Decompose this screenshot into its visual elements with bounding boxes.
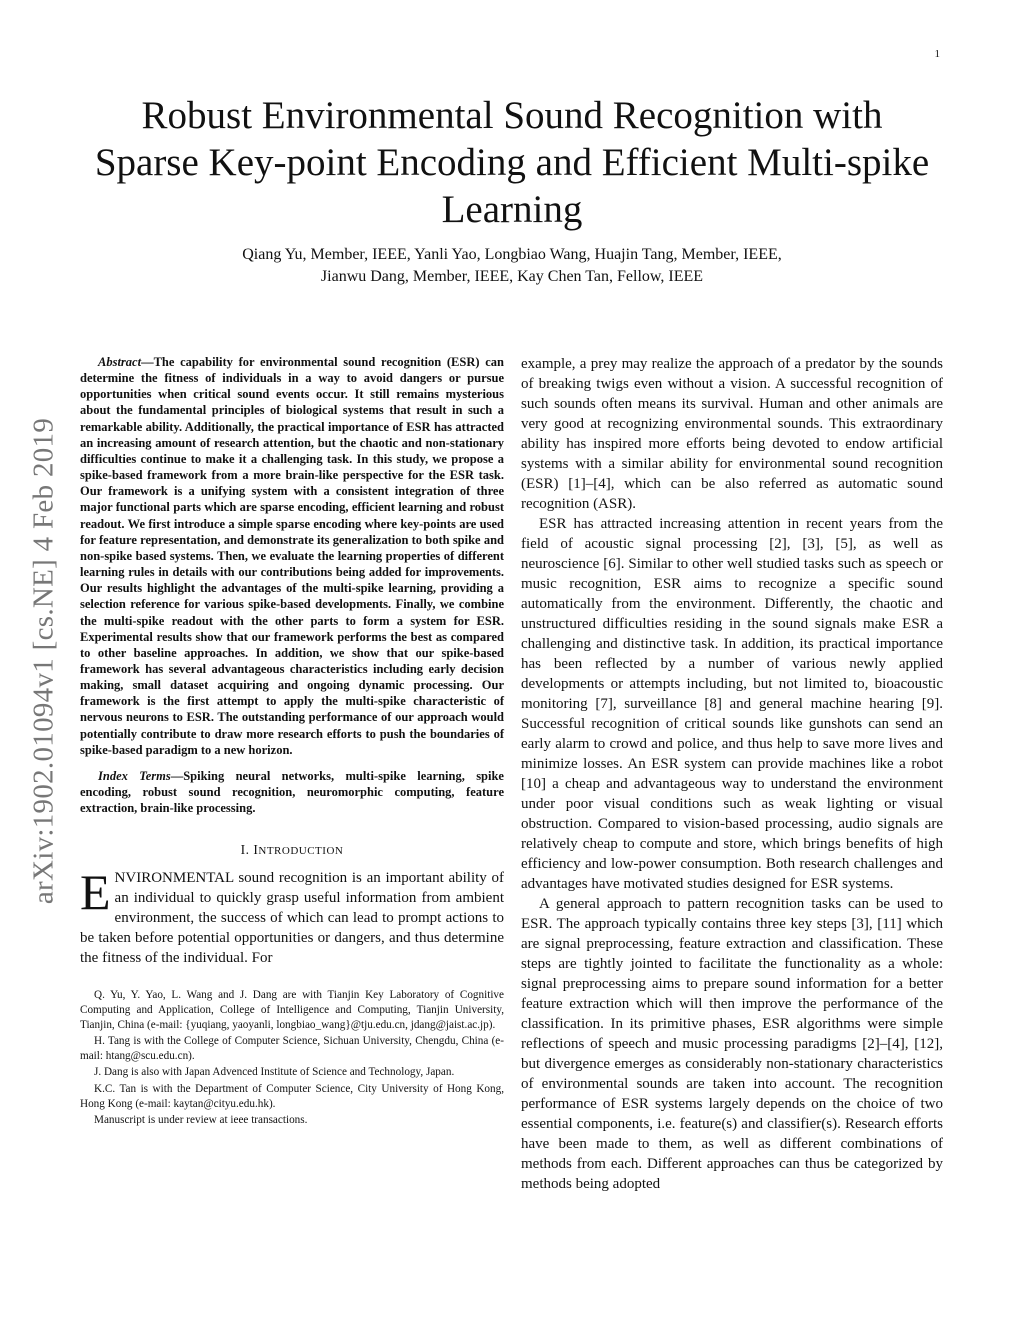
arxiv-stamp <box>24 362 64 960</box>
drop-cap: E <box>80 864 111 921</box>
authors-line-2: Jianwu Dang, Member, IEEE, Kay Chen Tan, Fellow, IEEE <box>320 268 704 285</box>
index-terms-body: —Spiking neural networks, multi-spike learning, spike encoding, robust sound recognition, neuromorphic computing, feature extraction, brain-like processing. <box>80 768 504 816</box>
section-number: I. <box>240 842 250 858</box>
footnote: Manuscript is under review at ieee transactions. <box>94 1114 308 1127</box>
abstract-body: —The capability for environmental sound recognition (ESR) can determine the fitness of individuals in a way to avoid dangers or pursue opportunities when critical sound events occur. It still remains mysterious about the fundamental principles of biological systems that result in such a remarkable ability. Additionally, the practical importance of ESR has attracted an increasing amount of research attention, but the chaotic and non-stationary difficulties continue to make it a challenging task. In this study, we propose a spike-based framework from a more brain-like perspective for the ESR task. Our framework is a unifying system with a consistent integration of three major functional parts which are sparse encoding, efficient learning and robust readout. We first introduce a simple sparse encoding where key-points are used for feature representation, and demonstrate its generalization to both spike and non-spike based systems. Then, we evaluate the learning properties of different learning rules in details with our contributions being added for improvements. Our results highlight the advantages of the multi-spike learning, providing a selection reference for various spike-based developments. Finally, we combine the multi-spike readout with the other parts to form a system for ESR. Experimental results show that our framework performs the best as compared to other baseline approaches. In addition, we show that our spike-based framework has several advantageous characteristics including early decision making, small dataset acquiring and ongoing dynamic processing. Our framework is the first attempt to apply the multi-spike characteristic of nervous neurons to ESR. The outstanding performance of our approach would potentially contribute to draw more research efforts to push the boundaries of spike-based paradigm to a new horizon. <box>80 355 504 757</box>
abstract-lead: Abstract <box>98 355 142 369</box>
intro-paragraph <box>80 864 504 968</box>
page-number: 1 <box>934 48 940 60</box>
section-rest: NTRODUCTION <box>258 845 344 858</box>
index-terms <box>80 768 504 816</box>
footnotes <box>80 988 504 1127</box>
paper-title: Robust Environmental Sound Recognition with Sparse Key-point Encoding and Efficient Multi-spike Learning <box>94 94 930 231</box>
right-column <box>521 354 943 1194</box>
body-paragraph-3: A general approach to pattern recognition tasks can be used to ESR. The approach typically contains three key steps [3], [11] which are signal preprocessing, feature extraction and classification. These steps are tightly jointed to facilitate the functionality as a whole: signal preprocessing aims to prepare sound information for a better feature extraction which will then improve the performance of the classification. In its primitive phases, ESR algorithms were simple reflections of speech and music processing paradigms [2]–[4], [12], but divergence emerges as considerably non-stationary characteristics of environmental sounds are taken into account. The recognition performance of ESR systems largely depends on the choice of two essential components, i.e. feature(s) and classifier(s). Research efforts have been made to them, as well as different combinations of methods from each. Different approaches can thus be categorized by methods being adopted <box>521 896 943 1192</box>
authors-line-1: Qiang Yu, Member, IEEE, Yanli Yao, Longbiao Wang, Huajin Tang, Member, IEEE, <box>242 246 782 263</box>
left-column <box>80 354 504 1130</box>
author-list <box>90 244 934 288</box>
footnote: J. Dang is also with Japan Advenced Institute of Science and Technology, Japan. <box>94 1066 455 1079</box>
body-paragraph-1: example, a prey may realize the approach of a predator by the sounds of breaking twigs even without a vision. A successful recognition of such sounds often means its survival. Human and other animals are very good at recognizing environmental sounds. This extraordinary ability has inspired more efforts being devoted to endow artificial systems with a similar ability for environmental sound recognition (ESR) [1]–[4], which can be also referred as automatic sound recognition (ASR). <box>521 356 943 512</box>
body-paragraph-2: ESR has attracted increasing attention in recent years from the field of acoustic signal processing [2], [3], [5], as well as neuroscience [6]. Similar to other well studied tasks such as speech or music recognition, ESR aims to recognize a specific sound automatically from the environment. Differently, the chaotic and unstructured difficulties residing in the sound signals make ESR a challenging and distinctive task. In addition, its practical importance has been reflected by a number of various newly applied developments or attempts including, but not limited to, bioacoustic monitoring [7], surveillance [8] and general machine hearing [9]. Successful recognition of critical sounds like gunshots can send an early alarm to crowd and police, and thus help to save more lives and minimize losses. An ESR system can provide machines like a robot [10] a cheap and advantageous way to understand the environment under poor visual conditions such as weak lighting or visual obstruction. Compared to vision-based processing, audio signals are relatively cheap to compute and store, which brings benefits of high efficiency and low-power consumption. Both research challenges and advantages have motivated studies designed for ESR systems. <box>521 516 943 892</box>
abstract <box>80 354 504 758</box>
arxiv-stamp-text: arXiv:1902.01094v1 [cs.NE] 4 Feb 2019 <box>27 417 60 905</box>
section-heading <box>80 842 504 858</box>
footnote: Q. Yu, Y. Yao, L. Wang and J. Dang are with Tianjin Key Laboratory of Cognitive Computing and Application, College of Intelligence and Computing, Tianjin University, Tianjin, China (e-mail: {yuqiang, yaoyanli, longbiao_wang}@tju.edu.cn, jdang@jaist.ac.jp). <box>80 989 504 1031</box>
intro-text: NVIRONMENTAL sound recognition is an important ability of an individual to quickly grasp useful information from ambient environment, the success of which can lead to prompt actions to be taken before potential opportunities or dangers, and thus determine the fitness of the individual. For <box>80 870 504 967</box>
index-terms-lead: Index Terms <box>98 768 171 783</box>
section-first-letter: I <box>253 842 259 858</box>
footnote: H. Tang is with the College of Computer Science, Sichuan University, Chengdu, China (e-mail: htang@scu.edu.cn). <box>80 1035 504 1062</box>
footnote: K.C. Tan is with the Department of Computer Science, City University of Hong Kong, Hong Kong (e-mail: kaytan@cityu.edu.hk). <box>80 1082 504 1110</box>
